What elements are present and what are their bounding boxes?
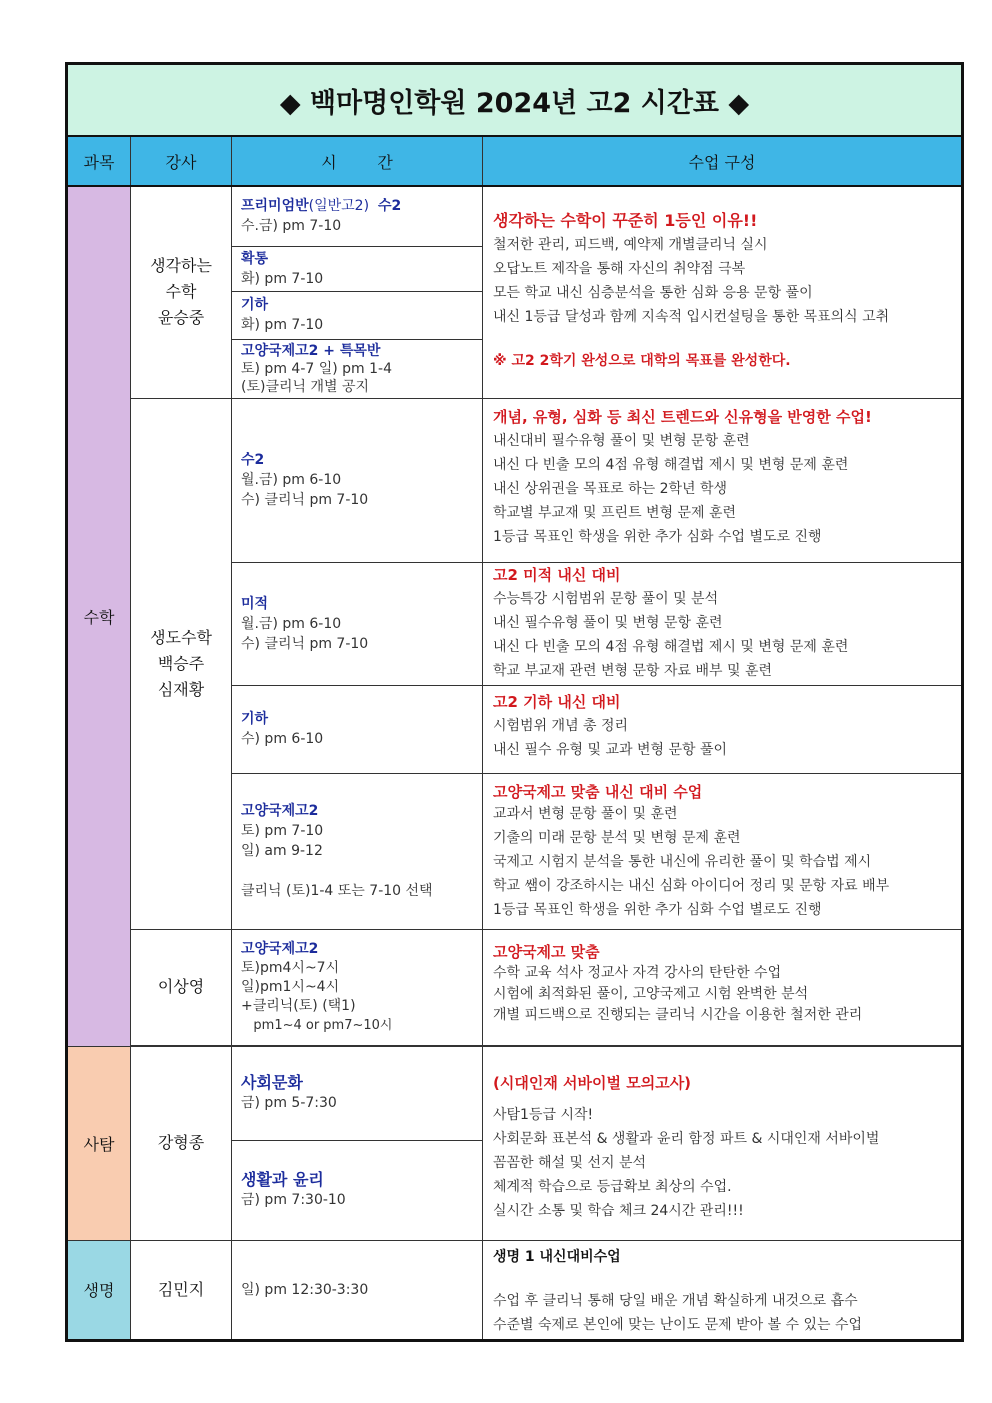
description-line: 꼼꼼한 해설 및 선지 분석	[493, 1154, 647, 1171]
teacher-name-line: 백승주	[157, 653, 205, 673]
class-time: 수) 클리닉 pm 7-10	[241, 635, 369, 652]
description-heading: (시대인재 서바이벌 모의고사)	[493, 1073, 692, 1092]
class-time: 월.금) pm 6-10	[241, 472, 342, 488]
description-line: 내신대비 필수유형 풀이 및 변형 문항 훈련	[493, 432, 750, 449]
class-time: 일) pm 12:30-3:30	[232, 1240, 483, 1340]
description-line: 기출의 미래 문항 분석 및 변형 문제 훈련	[493, 829, 741, 846]
description-line: 개별 피드백으로 진행되는 클리닉 시간을 이용한 철저한 관리	[493, 1006, 863, 1023]
teacher-name-line: 윤승중	[157, 308, 205, 328]
class-time: 클리닉 (토)1-4 또는 7-10 선택	[241, 883, 433, 899]
description-heading: 고2 미적 내신 대비	[493, 565, 621, 584]
header-subject: 과목	[67, 136, 131, 186]
class-time: 월.금) pm 6-10	[241, 615, 342, 632]
class-time: 일) am 9-12	[241, 843, 323, 859]
class-slot	[232, 929, 483, 1045]
class-slot	[232, 339, 483, 398]
description-heading: 생명 1 내신대비수업	[493, 1248, 621, 1265]
class-description	[483, 562, 963, 685]
teacher-cell: 김민지	[131, 1240, 232, 1340]
class-time: 토)pm4시~7시	[241, 959, 340, 976]
description-line: 학교 쌤이 강조하시는 내신 심화 아이디어 정리 및 문항 자료 배부	[493, 877, 890, 894]
header-teacher: 강사	[131, 136, 232, 186]
description-heading: 고2 기하 내신 대비	[493, 692, 621, 711]
class-name: 미적	[241, 595, 269, 612]
class-slot	[232, 562, 483, 685]
class-description	[483, 398, 963, 562]
description-line: 1등급 목표인 학생을 위한 추가 심화 수업 별로도 진행	[493, 901, 822, 918]
class-slot	[232, 246, 483, 291]
description-note: ※ 고2 2학기 완성으로 대학의 목표를 완성한다.	[493, 353, 791, 369]
teacher-name-line: 생각하는	[150, 256, 212, 276]
class-name: 사회문화	[241, 1073, 303, 1092]
description-line: 내신 다 빈출 모의 4점 유형 해결법 제시 및 변형 문제 훈련	[493, 638, 849, 655]
class-slot	[232, 1046, 483, 1140]
class-name: 프리미엄반	[241, 198, 309, 215]
teacher-cell	[131, 186, 232, 398]
class-slot	[232, 398, 483, 562]
header-row	[67, 136, 963, 186]
description-line: 시험에 최적화된 풀이, 고양국제고 시험 완벽한 분석	[493, 985, 809, 1002]
description-line: 수업 후 클리닉 통해 당일 배운 개념 확실하게 내것으로 흡수	[493, 1292, 858, 1309]
description-line: 체계적 학습으로 등급확보 최상의 수업.	[493, 1178, 732, 1195]
description-line: 수학 교육 석사 정교사 자격 강사의 탄탄한 수업	[493, 964, 782, 981]
description-line: 교과서 변형 문항 풀이 및 훈련	[493, 805, 678, 822]
class-name: 기하	[241, 297, 269, 313]
class-time: 토) pm 4-7 일) pm 1-4	[241, 360, 393, 377]
class-time: 수) 클리닉 pm 7-10	[241, 492, 369, 508]
description-heading: 고양국제고 맞춤	[493, 942, 600, 961]
class-time: +클리닉(토) (택1)	[241, 997, 356, 1014]
class-slot	[232, 186, 483, 246]
description-line: 사회문화 표본석 & 생활과 윤리 함정 파트 & 시대인재 서바이벌	[493, 1130, 880, 1147]
class-name: 생활과 윤리	[241, 1170, 324, 1189]
class-description	[483, 1046, 963, 1240]
teacher-cell	[131, 398, 232, 929]
class-slot	[232, 685, 483, 773]
description-line: 학교별 부교재 및 프린트 변형 문제 훈련	[493, 504, 737, 521]
class-name: 기하	[241, 711, 269, 727]
class-name: 고양국제고2	[241, 803, 319, 819]
description-heading: 고양국제고 맞춤 내신 대비 수업	[493, 782, 703, 801]
description-heading: 생각하는 수학이 꾸준히 1등인 이유!!	[493, 211, 758, 230]
class-time: 일)pm1시~4시	[241, 978, 340, 995]
subject-social: 사탐	[67, 1046, 131, 1240]
teacher-cell: 강형종	[131, 1046, 232, 1240]
class-name: 고양국제고2	[241, 940, 319, 957]
description-line: 내신 필수유형 풀이 및 변형 문항 훈련	[493, 614, 723, 631]
class-description	[483, 929, 963, 1045]
class-name: 수2	[377, 198, 402, 215]
class-time: 토) pm 7-10	[241, 823, 324, 839]
description-line: 시험범위 개념 총 정리	[493, 717, 629, 734]
class-time: 화) pm 7-10	[241, 317, 324, 333]
header-time: 시 간	[232, 136, 483, 186]
description-line: 사탐1등급 시작!	[493, 1106, 594, 1123]
description-line: 실시간 소통 및 학습 체크 24시간 관리!!!	[493, 1202, 744, 1219]
description-line: 내신 필수 유형 및 교과 변형 문항 풀이	[493, 741, 728, 758]
header-content: 수업 구성	[483, 136, 963, 186]
teacher-name-line: 심재황	[157, 679, 205, 699]
class-time: 수) pm 6-10	[241, 731, 324, 747]
teacher-cell: 이상영	[131, 929, 232, 1045]
class-name: 고양국제고2 + 특목반	[241, 342, 381, 359]
class-description	[483, 685, 963, 773]
subject-biology: 생명	[67, 1240, 131, 1340]
class-time: 금) pm 5-7:30	[241, 1095, 337, 1111]
class-slot	[232, 773, 483, 929]
class-description	[483, 773, 963, 929]
class-note: (일반고2)	[308, 198, 370, 215]
description-line: 수준별 숙제로 본인에 맞는 난이도 문제 받아 볼 수 있는 수업	[493, 1316, 863, 1333]
class-time: 금) pm 7:30-10	[241, 1192, 346, 1208]
subject-math: 수학	[67, 186, 131, 1046]
description-line: 내신 상위권을 목표로 하는 2학년 학생	[493, 480, 728, 497]
class-slot	[232, 1140, 483, 1240]
description-line: 내신 1등급 달성과 함께 지속적 입시컨설팅을 통한 목표의식 고취	[493, 309, 890, 325]
class-time: 수.금) pm 7-10	[241, 218, 342, 235]
page-title: ◆ 백마명인학원 2024년 고2 시간표 ◆	[67, 64, 963, 137]
class-slot	[232, 291, 483, 339]
teacher-name-line: 생도수학	[150, 627, 212, 647]
teacher-name-line: 수학	[165, 282, 197, 302]
description-line: 내신 다 빈출 모의 4점 유형 해결법 제시 및 변형 문제 훈련	[493, 456, 849, 473]
description-line: 철저한 관리, 피드백, 예약제 개별클리닉 실시	[493, 237, 768, 253]
description-line: 1등급 목표인 학생을 위한 추가 심화 수업 별도로 진행	[493, 528, 822, 545]
description-line: 학교 부교재 관련 변형 문항 자료 배부 및 훈련	[493, 662, 773, 679]
description-line: 오답노트 제작을 통해 자신의 취약점 극복	[493, 261, 746, 277]
class-time: 화) pm 7-10	[241, 270, 324, 287]
description-line: 모든 학교 내신 심층분석을 통한 심화 응용 문항 풀이	[493, 285, 813, 301]
class-time: pm1~4 or pm7~10시	[241, 1017, 393, 1033]
class-description	[483, 186, 963, 398]
description-line: 수능특강 시험범위 문항 풀이 및 분석	[493, 590, 719, 607]
description-heading: 개념, 유형, 심화 등 최신 트렌드와 신유형을 반영한 수업!	[493, 407, 872, 426]
class-description	[483, 1240, 963, 1340]
class-name: 확통	[241, 250, 269, 267]
class-name: 수2	[241, 452, 265, 468]
timetable	[65, 62, 964, 1342]
description-line: 국제고 시험지 분석을 통한 내신에 유리한 풀이 및 학습법 제시	[493, 853, 872, 870]
class-time: (토)클리닉 개별 공지	[241, 378, 370, 395]
